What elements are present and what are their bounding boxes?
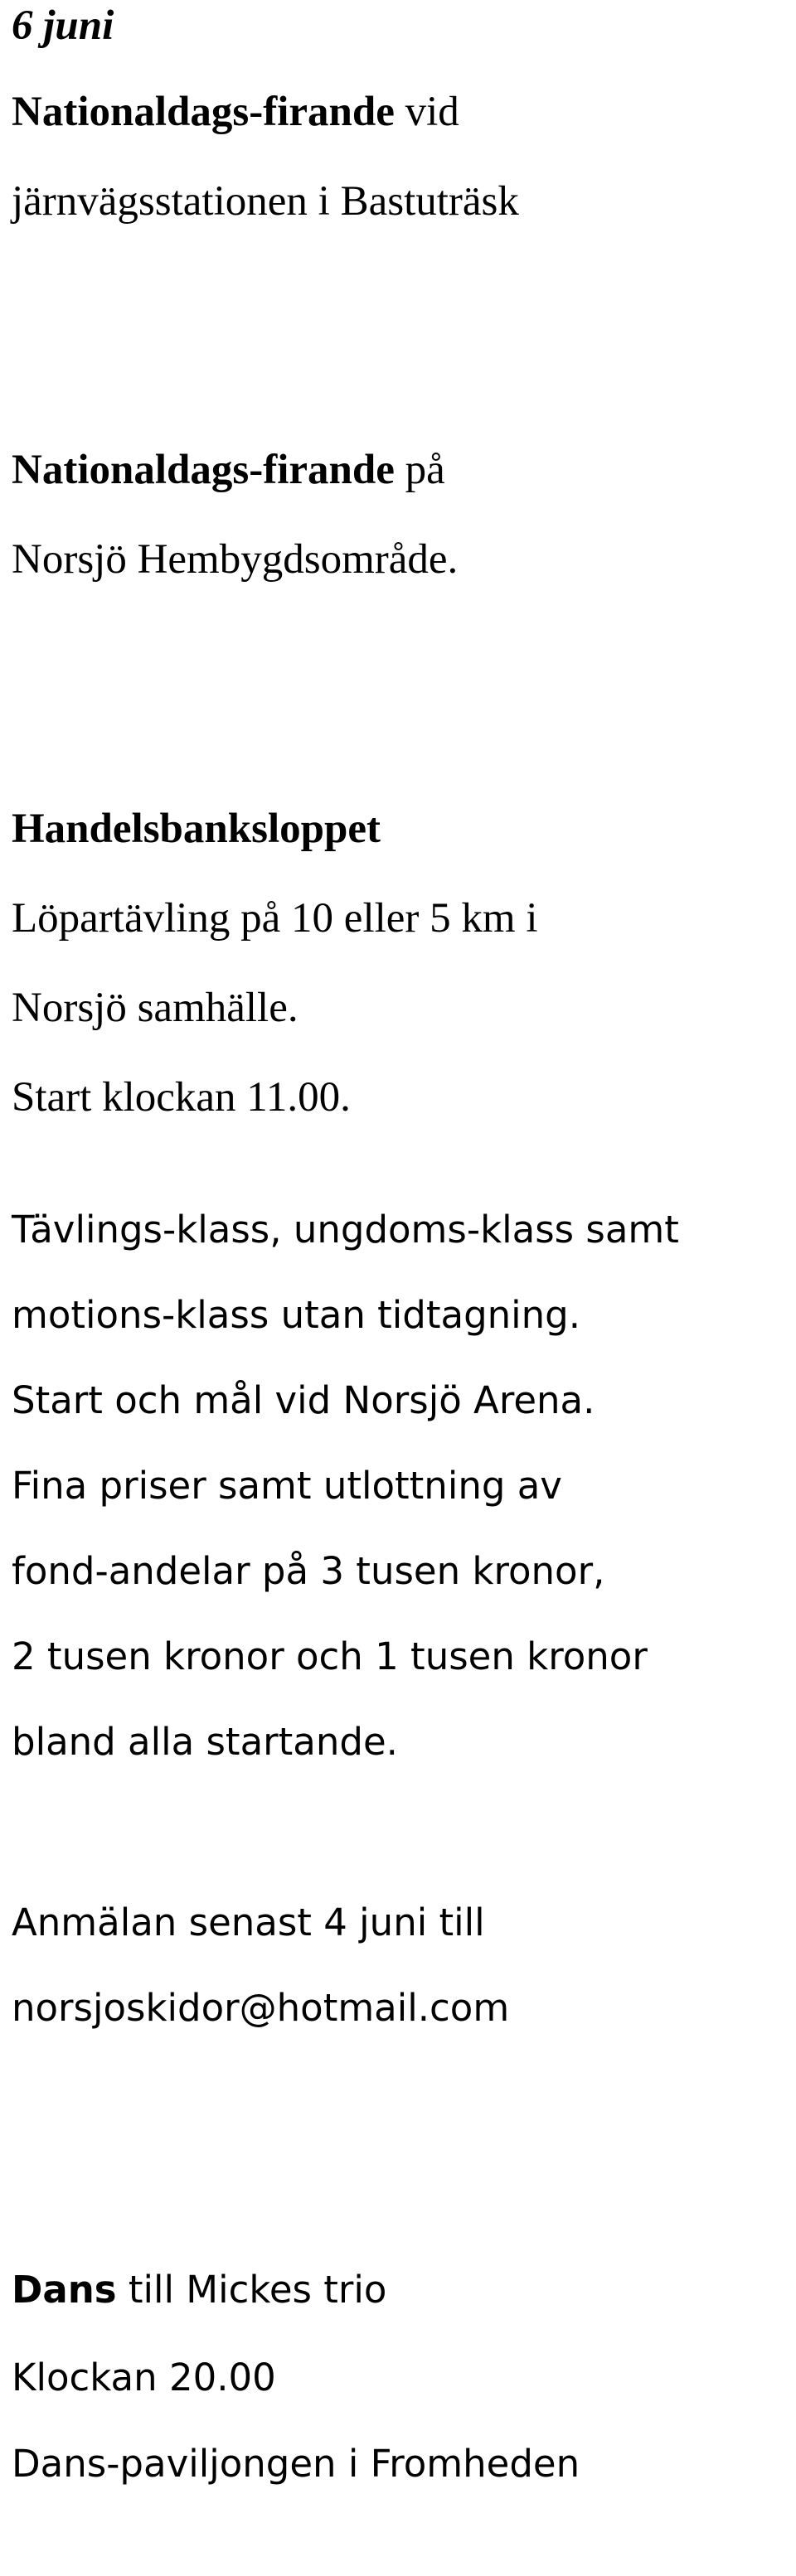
event-title: Dans [12,2268,117,2312]
event-handelsbanksloppet-title: Handelsbanksloppet [12,806,381,852]
event-dans-time: Klockan 20.00 [12,2356,276,2399]
event-dans-title [12,2268,387,2312]
event-title: Nationaldags-firande [12,447,395,493]
event-text-line: Löpartävling på 10 eller 5 km i [12,895,538,942]
event-text-line: Norsjö samhälle. [12,985,298,1031]
event-nationaldag-norsjo-title [12,449,445,491]
event-title-rest: vid [394,89,459,135]
registration-line: Anmälan senast 4 juni till [12,1901,485,1944]
details-line: Start och mål vid Norsjö Arena. [12,1378,595,1422]
registration-email: norsjoskidor@hotmail.com [12,1986,510,2030]
event-title-rest: till Mickes trio [116,2268,387,2312]
details-line: Fina priser samt utlottning av [12,1464,562,1508]
event-nationaldag-bastutrask-title [12,91,459,133]
details-line: 2 tusen kronor och 1 tusen kronor [12,1634,648,1678]
event-nationaldag-norsjo-location: Norsjö Hembygdsområde. [12,536,459,583]
event-title-rest: på [394,447,445,493]
date-heading: 6 juni [12,2,114,49]
details-line: fond-andelar på 3 tusen kronor, [12,1549,605,1593]
event-nationaldag-bastutrask-location: järnvägsstationen i Bastuträsk [12,178,519,225]
details-line: motions-klass utan tidtagning. [12,1293,581,1337]
event-text-line: Start klockan 11.00. [12,1074,351,1121]
details-line: Tävlings-klass, ungdoms-klass samt [12,1208,679,1252]
event-dans-location: Dans-paviljongen i Fromheden [12,2442,580,2486]
details-line: bland alla startande. [12,1720,398,1764]
event-title: Nationaldags-firande [12,89,395,135]
